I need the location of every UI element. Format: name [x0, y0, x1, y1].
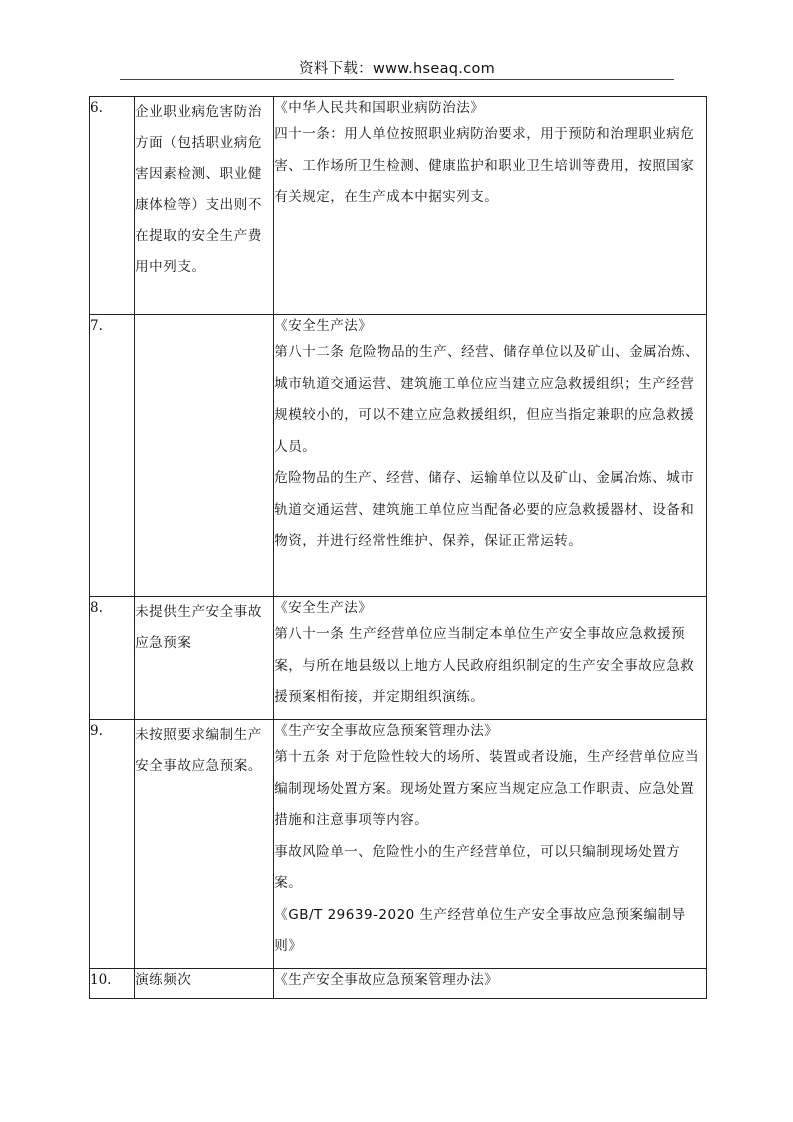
- law-title: 《安全生产法》: [274, 600, 373, 616]
- table-row: [90, 720, 707, 969]
- row-number: 7.: [90, 315, 135, 597]
- law-title: 《安全生产法》: [274, 318, 373, 334]
- legal-basis: [274, 969, 707, 999]
- law-clause: 事故风险单一、危险性小的生产经营单位，可以只编制现场处置方案。: [274, 843, 681, 891]
- legal-basis: [274, 97, 707, 315]
- row-number: 8.: [90, 597, 135, 720]
- table-row: [90, 315, 707, 597]
- item-description: 演练频次: [135, 969, 274, 999]
- page-header: 资料下载：www.hseaq.com: [298, 61, 496, 77]
- law-title: 《中华人民共和国职业病防治法》: [274, 100, 485, 116]
- law-clause: 第八十一条 生产经营单位应当制定本单位生产安全事故应急救援预案，与所在地县级以上地方人民政府组织制定的生产安全事故应急救援预案相衔接，并定期组织演练。: [274, 626, 695, 705]
- regulation-table: [89, 96, 707, 999]
- item-description: [135, 315, 274, 597]
- legal-basis: [274, 315, 707, 597]
- item-description: 未按照要求编制生产安全事故应急预案。: [135, 720, 274, 969]
- law-clause: 第八十二条 危险物品的生产、经营、储存单位以及矿山、金属冶炼、城市轨道交通运营、建筑施工单位应当建立应急救援组织；生产经营规模较小的，可以不建立应急救援组织，但应当指定兼职的应急救援人员。: [274, 344, 700, 455]
- law-clause: 第十五条 对于危险性较大的场所、装置或者设施，生产经营单位应当编制现场处置方案。现场处置方案应当规定应急工作职责、应急处置措施和注意事项等内容。: [274, 749, 700, 828]
- law-clause: 危险物品的生产、经营、储存、运输单位以及矿山、金属冶炼、城市轨道交通运营、建筑施工单位应当配备必要的应急救援器材、设备和物资，并进行经常性维护、保养，保证正常运转。: [274, 470, 695, 549]
- table-row: [90, 97, 707, 315]
- law-clause: 四十一条：用人单位按照职业病防治要求，用于预防和治理职业病危害、工作场所卫生检测、健康监护和职业卫生培训等费用，按照国家有关规定，在生产成本中据实列支。: [274, 126, 695, 205]
- item-description: 企业职业病危害防治方面（包括职业病危害因素检测、职业健康体检等）支出则不在提取的安全生产费用中列支。: [135, 97, 274, 315]
- law-clause: 《GB/T 29639-2020 生产经营单位生产安全事故应急预案编制导则》: [274, 906, 686, 954]
- law-title: 《生产安全事故应急预案管理办法》: [274, 972, 499, 988]
- table-row: [90, 597, 707, 720]
- law-title: 《生产安全事故应急预案管理办法》: [274, 723, 499, 739]
- legal-basis: [274, 597, 707, 720]
- legal-basis: [274, 720, 707, 969]
- table-row: [90, 969, 707, 999]
- row-number: 6.: [90, 97, 135, 315]
- header-divider: [120, 79, 674, 80]
- item-description: 未提供生产安全事故应急预案: [135, 597, 274, 720]
- row-number: 10.: [90, 969, 135, 999]
- row-number: 9.: [90, 720, 135, 969]
